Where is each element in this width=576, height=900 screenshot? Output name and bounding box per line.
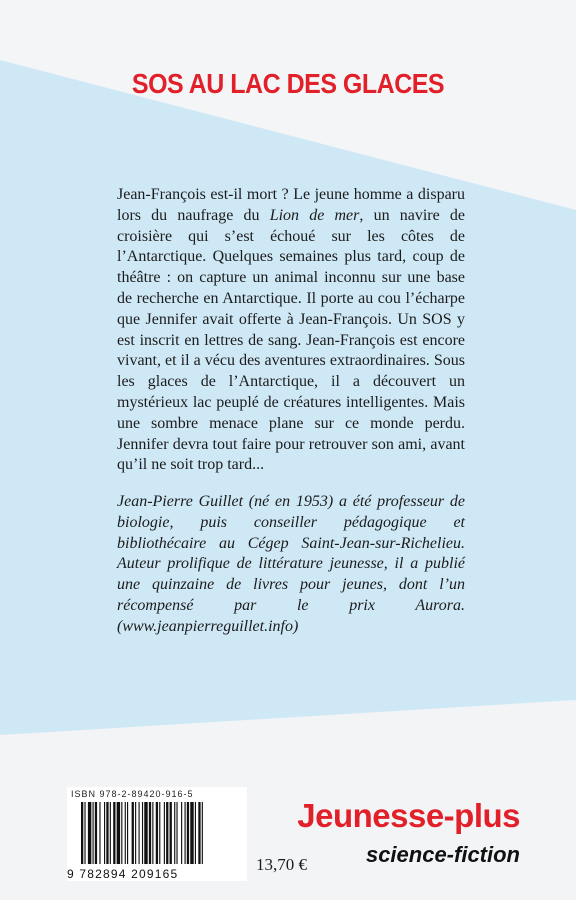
synopsis-paragraph — [117, 185, 465, 476]
barcode-digits: 9 782894 209165 — [67, 867, 179, 881]
collection-name: Jeunesse-plus — [297, 797, 520, 834]
isbn-text: ISBN 978-2-89420-916-5 — [71, 789, 194, 799]
author-bio: Jean-Pierre Guillet (né en 1953) a été professeur de biologie, puis conseiller pédagogique et bibliothécaire au Cégep Saint-Jean-sur-Richelieu. Auteur prolifique de littérature jeunesse, il a publié une quinzaine de livres pour jeunes, dont l’un récompensé par le prix Aurora. (www.jeanpierreguillet.info) — [117, 493, 465, 635]
barcode-bars-icon — [67, 800, 247, 870]
book-title: SOS AU LAC DES GLACES — [131, 68, 445, 100]
synopsis-text-1: Jean-François est-il mort ? Le jeune homme a disparu lors du naufrage du — [117, 186, 465, 224]
ship-name: Lion de mer — [269, 206, 360, 224]
barcode-label — [67, 787, 247, 881]
synopsis-text-2: , un navire de croisière qui s’est échoué sur les côtes de l’Antarctique. Quelques semaines plus tard, coup de théâtre : on capture un animal inconnu sur une base de recherche en Antarctique. Il porte au cou l’écharpe que Jennifer avait offerte à Jean-François. Un SOS y est inscrit en lettres de sang. Jean-François est encore vivant, et il a vécu des aventures extraordinaires. Sous les glaces de l’Antarctique, il a découvert un mystérieux lac peuplé de créatures intelligentes. Mais une sombre menace plane sur ce monde perdu. Jennifer devra tout faire pour retrouver son ami, avant qu’il ne soit trop tard... — [117, 206, 466, 474]
price: 13,70 € — [256, 855, 307, 874]
collection-genre: science-fiction — [365, 842, 520, 867]
